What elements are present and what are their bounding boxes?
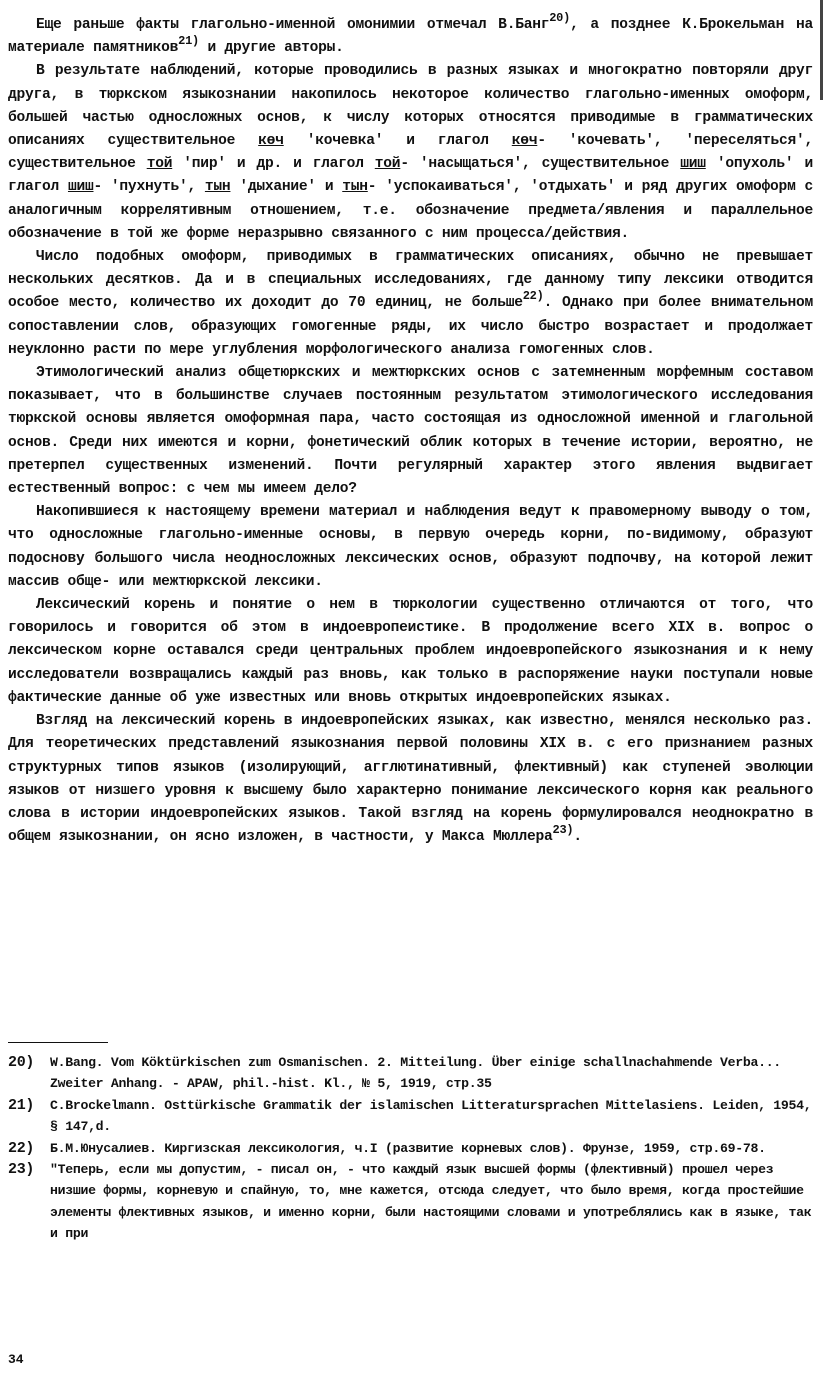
text-run: . xyxy=(573,829,582,846)
text-run: - 'кочевать', 'переселяться', существительное xyxy=(8,133,813,173)
underlined-word: той xyxy=(146,156,173,173)
text-run: Лексический корень и понятие о нем в тюркологии существенно отличаются от того, что говорилось и говорится об этом в индоевропеистике. В продолжение всего XIX в. вопрос о лексическом корне оставался среди центральных проблем индоевропейского языкознания и к нему исследователи возвращались каждый раз вновь, как только в распоряжение науки поступали новые фактические данные об уже известных или вновь открытых индоевропейских языках. xyxy=(8,597,813,706)
paragraph xyxy=(8,501,813,594)
paragraph xyxy=(8,710,813,849)
underlined-word: тын xyxy=(204,179,231,196)
underlined-word: тын xyxy=(342,179,368,196)
underlined-word: той xyxy=(374,156,401,173)
footnote xyxy=(8,1159,813,1245)
footnote-number: 21) xyxy=(8,1096,35,1114)
footnote-text: Б.М.Юнусалиев. Киргизская лексикология, ч.I (развитие корневых слов). Фрунзе, 1959, стр.69-78. xyxy=(50,1140,766,1156)
text-run: 'дыхание' и xyxy=(230,179,343,196)
underlined-word: шиш xyxy=(680,156,706,173)
text-run: Число подобных омоформ, приводимых в грамматических описаниях, обычно не превышает нескольких десятков. Да и в специальных исследованиях, где данному типу лексики отводится особое место, количество их доходит до 70 единиц, не больше xyxy=(8,249,813,312)
footnote-text: W.Bang. Vom Köktürkischen zum Osmanischen. 2. Mitteilung. Über einige schallnachahmende Verba... Zweiter Anhang. - APAW, phil.-hist. Kl., № 5, 1919, стр.35 xyxy=(50,1055,781,1092)
paragraph xyxy=(8,11,813,60)
footnote-ref: 22) xyxy=(522,289,544,304)
paragraph xyxy=(8,594,813,710)
footnote-ref: 23) xyxy=(552,823,574,838)
text-run: Накопившиеся к настоящему времени материал и наблюдения ведут к правомерному выводу о том, что односложные глагольно-именные основы, в первую очередь корни, по-видимому, образуют подоснову большого числа неодносложных лексических основ, образуют подпочву, на которой лежит массив обще- или межтюркской лексики. xyxy=(8,504,813,590)
footnote-text: "Теперь, если мы допустим, - писал он, - что каждый язык высшей формы (флективный) прошел через низшие формы, корневую и спайную, то, мне кажется, отсюда следует, что было время, когда простейшие элементы флективных языков, и именно корни, были настоящими словами и употреблялись как в языке, так и при xyxy=(50,1162,812,1242)
footnote-number: 22) xyxy=(8,1139,35,1157)
text-run: - 'насыщаться', существительное xyxy=(400,156,681,173)
footnote-number: 20) xyxy=(8,1054,35,1071)
footnote-number: 23) xyxy=(8,1161,35,1179)
footnote xyxy=(8,1052,813,1095)
paragraph xyxy=(8,246,813,362)
text-run: Этимологический анализ общетюркских и межтюркских основ с затемненным морфемным составом показывает, что в большинстве случаев постоянным результатом этимологического исследования тюркской основы является омоформная пара, часто состоящая из односложной именной и глагольной основ. Среди них имеются и корни, фонетический облик которых в течение истории, вероятно, не претерпел существенных изменений. Почти регулярный характер этого явления выдвигает естественный вопрос: с чем мы имеем дело? xyxy=(8,365,813,498)
footnote xyxy=(8,1095,813,1138)
footnote-text: C.Brockelmann. Osttürkische Grammatik der islamischen Litteratursprachen Mittelasiens. Leiden, 1954, § 147,d. xyxy=(50,1097,812,1135)
text-run: В результате наблюдений, которые проводились в разных языках и многократно повторяли друг друга, в тюркском языкознании накопилось некоторое количество глагольно-именных омоформ, большей частью односложных основ, к числу которых относятся приводимые в грамматических описаниях существительное xyxy=(8,63,813,150)
text-run: Взгляд на лексический корень в индоевропейских языках, как известно, менялся несколько раз. Для теоретических представлений языкознания первой половины XIX в. с его признанием разных структурных типов языков (изолирующий, агглютинативный, флективный) как ступеней эволюции языков от низшего уровня к высшему было характерно понимание лексического корня как реального слова в истории индоевропейских языков. Такой взгляд на корень формулировался неоднократно в общем языкознании, он ясно изложен, в частности, у Макса Мюллера xyxy=(8,713,813,846)
text-run: Еще раньше факты глагольно-именной омонимии отмечал В.Банг xyxy=(36,17,550,33)
underlined-word: шиш xyxy=(67,179,94,196)
text-run: 'опухоль' и глагол xyxy=(8,156,814,196)
text-run: и другие авторы. xyxy=(199,40,344,57)
text-run: 'кочевка' и глагол xyxy=(283,133,512,150)
text-run: . Однако при более внимательном сопоставлении слов, образующих гомогенные ряды, их число быстро возрастает и продолжает неуклонно расти по мере углубления морфологического анализа гомогенных слов. xyxy=(8,295,813,358)
footnote xyxy=(8,1138,813,1159)
footnote-ref: 21) xyxy=(178,34,200,49)
text-run: 'пир' и др. и глагол xyxy=(172,156,375,173)
paragraph xyxy=(8,60,813,246)
text-run: - 'пухнуть', xyxy=(93,179,205,196)
margin-rule xyxy=(820,0,823,100)
text-run: , а позднее К.Брокельман на материале памятников xyxy=(8,17,813,57)
footnotes xyxy=(8,1052,813,1245)
page-number: 34 xyxy=(8,1352,24,1367)
footnote-ref: 20) xyxy=(549,11,571,25)
footnote-divider xyxy=(8,1042,108,1043)
body-text xyxy=(8,11,814,849)
paragraph xyxy=(8,362,813,501)
text-run: - 'успокаиваться', 'отдыхать' и ряд других омоформ с аналогичным коррелятивным отношением, т.е. обозначение предмета/явления и параллельное обозначение в той же форме неразрывно связанного с ним процесса/действия. xyxy=(8,179,813,242)
underlined-word: көч xyxy=(511,133,538,150)
underlined-word: көч xyxy=(258,133,284,150)
